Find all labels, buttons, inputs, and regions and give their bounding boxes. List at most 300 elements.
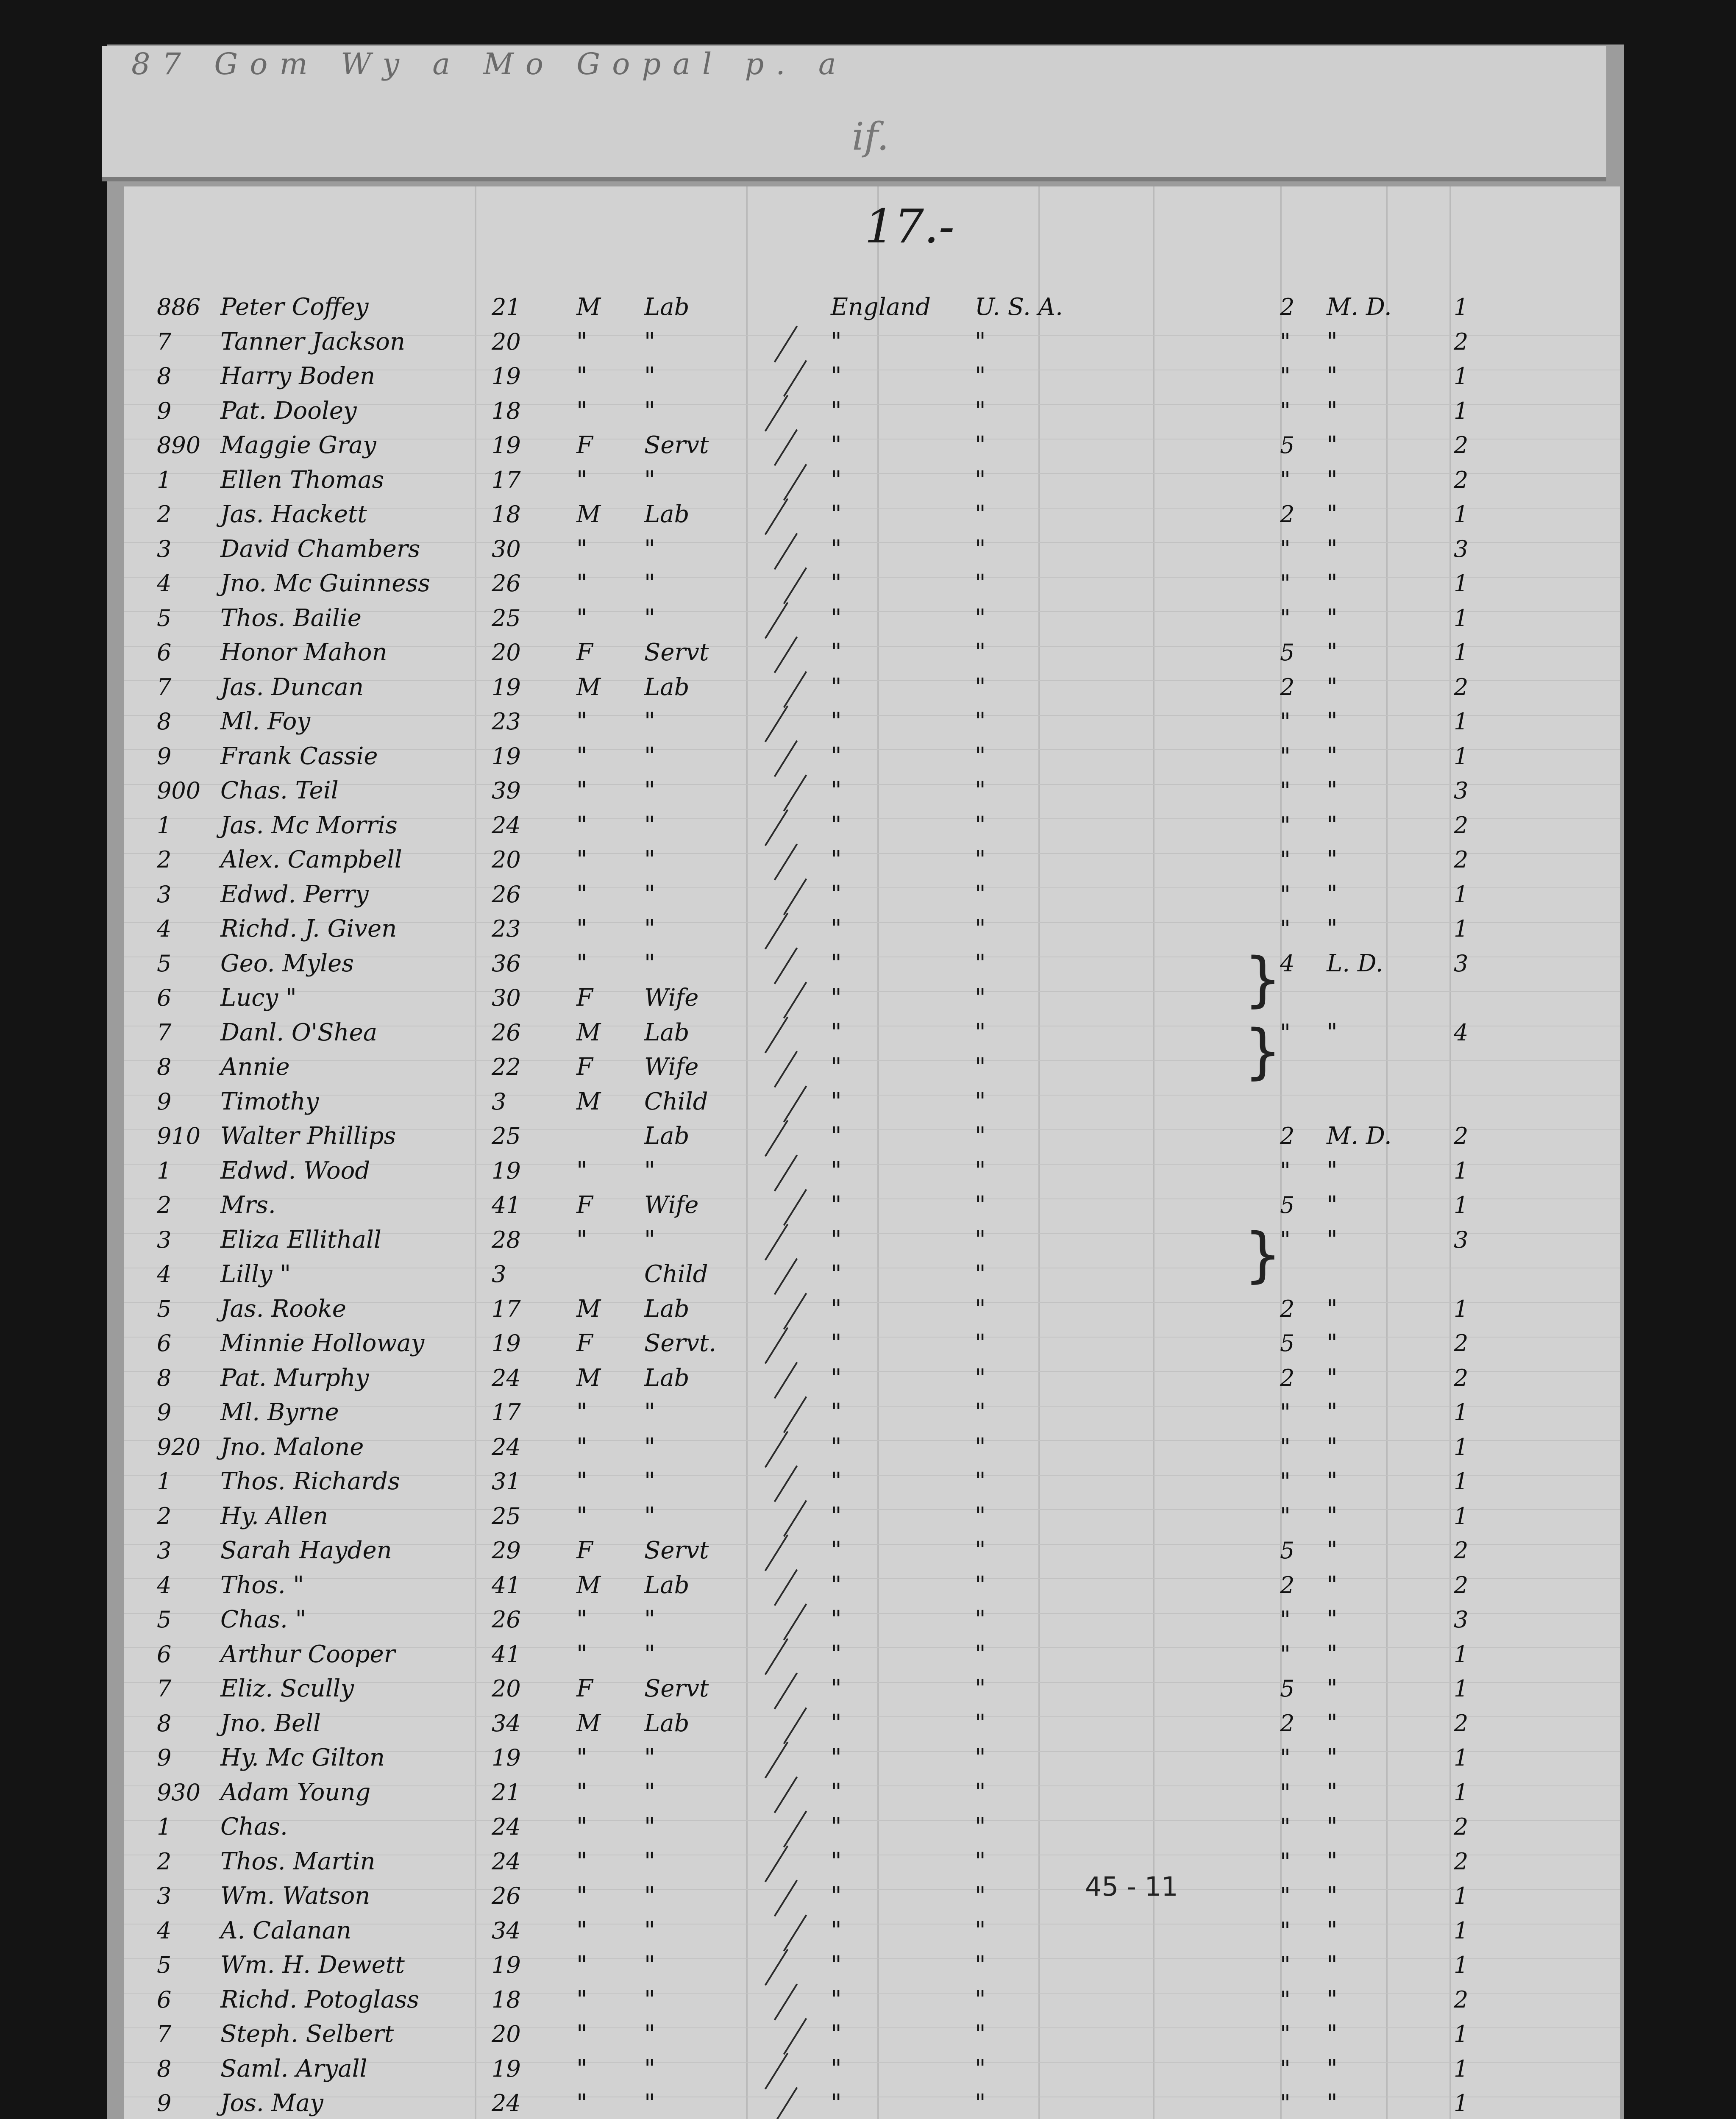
- column-rule: [1038, 186, 1040, 2119]
- cell-age: 19: [492, 742, 521, 770]
- cell-c3: 1: [1454, 2055, 1469, 2082]
- cell-c3: 1: [1454, 1641, 1469, 1668]
- cell-age: 25: [492, 1502, 521, 1529]
- cell-c3: 1: [1454, 363, 1469, 389]
- cell-dest: ": [975, 1778, 986, 1806]
- cell-country: ": [831, 1709, 842, 1737]
- cell-sex: M: [576, 1018, 601, 1046]
- cell-c3: 3: [1454, 1606, 1469, 1633]
- cell-dest: ": [975, 1951, 986, 1979]
- cell-name: Timothy: [220, 1087, 319, 1115]
- cell-country: ": [831, 639, 842, 666]
- cell-occ: ": [644, 1502, 655, 1530]
- cell-occ: ": [644, 1986, 655, 2013]
- cell-age: 26: [492, 1606, 521, 1633]
- cell-name: A. Calanan: [220, 1916, 352, 1944]
- cell-dest: ": [975, 1260, 986, 1288]
- cell-no: 9: [157, 397, 172, 424]
- cell-c2: ": [1327, 1606, 1338, 1633]
- cell-occ: ": [644, 777, 655, 804]
- cell-occ: ": [644, 846, 655, 873]
- cell-name: Thos. ": [220, 1571, 304, 1599]
- cell-age: 17: [492, 1295, 521, 1322]
- cell-age: 18: [492, 501, 521, 528]
- cell-name: Jas. Duncan: [220, 673, 364, 701]
- cell-country: ": [831, 1502, 842, 1530]
- cell-c1: 2: [1280, 501, 1295, 528]
- cell-name: Walter Phillips: [220, 1122, 396, 1150]
- cell-country: ": [831, 1053, 842, 1081]
- cell-no: 6: [157, 639, 172, 666]
- cell-dest: ": [975, 604, 986, 632]
- cell-occ: ": [644, 466, 655, 494]
- cell-c3: 2: [1454, 846, 1469, 873]
- cell-c3: 1: [1454, 1502, 1469, 1529]
- cell-name: Pat. Murphy: [220, 1364, 369, 1392]
- cell-dest: U. S. A.: [975, 293, 1063, 321]
- cell-c3: 2: [1454, 673, 1469, 701]
- cell-c1: ": [1280, 881, 1291, 908]
- cell-no: 2: [157, 846, 172, 873]
- cell-age: 34: [492, 1917, 521, 1944]
- cell-occ: Lab: [644, 673, 690, 701]
- cell-dest: ": [975, 1122, 986, 1150]
- cell-c2: ": [1327, 639, 1338, 666]
- cell-age: 3: [492, 1261, 506, 1288]
- folded-header-text: 87 Gom Wy a Mo Gopal p. a: [131, 47, 848, 81]
- cell-country: ": [831, 2055, 842, 2083]
- cell-age: 17: [492, 466, 521, 493]
- cell-age: 24: [492, 1433, 521, 1460]
- cell-sex: ": [576, 604, 587, 632]
- cell-no: 9: [157, 1088, 172, 1115]
- cell-age: 19: [492, 1157, 521, 1184]
- cell-sex: ": [576, 1813, 587, 1841]
- cell-age: 24: [492, 1813, 521, 1840]
- cell-age: 31: [492, 1468, 521, 1495]
- cell-sex: M: [576, 1364, 601, 1392]
- cell-no: 6: [157, 1330, 172, 1357]
- cell-c3: 1: [1454, 1779, 1469, 1806]
- column-rule: [475, 186, 476, 2119]
- cell-name: Geo. Myles: [220, 949, 354, 977]
- cell-country: ": [831, 1087, 842, 1115]
- cell-occ: ": [644, 362, 655, 390]
- cell-c2: ": [1327, 1537, 1338, 1564]
- cell-dest: ": [975, 570, 986, 597]
- cell-name: Steph. Selbert: [220, 2020, 394, 2048]
- cell-no: 1: [157, 1813, 172, 1840]
- cell-dest: ": [975, 328, 986, 356]
- cell-age: 18: [492, 397, 521, 424]
- cell-name: Chas. Teil: [220, 777, 339, 804]
- cell-c3: 1: [1454, 915, 1469, 942]
- cell-occ: ": [644, 811, 655, 839]
- cell-no: 8: [157, 2055, 172, 2082]
- cell-name: Chas. ": [220, 1606, 306, 1633]
- cell-dest: ": [975, 1675, 986, 1702]
- cell-sex: ": [576, 1502, 587, 1530]
- cell-age: 20: [492, 328, 521, 355]
- column-rule: [877, 186, 879, 2119]
- cell-name: Richd. J. Given: [220, 915, 397, 943]
- cell-c3: 1: [1454, 1675, 1469, 1702]
- family-bracket: }: [1244, 945, 1282, 1014]
- cell-c2: ": [1327, 1675, 1338, 1702]
- cell-name: Arthur Cooper: [220, 1640, 395, 1668]
- cell-sex: M: [576, 293, 601, 321]
- cell-country: ": [831, 1399, 842, 1426]
- cell-c2: ": [1327, 846, 1338, 873]
- cell-dest: ": [975, 431, 986, 459]
- cell-dest: ": [975, 846, 986, 873]
- cell-name: Lucy ": [220, 984, 297, 1012]
- cell-c2: ": [1327, 1640, 1338, 1668]
- cell-country: ": [831, 1122, 842, 1150]
- cell-sex: ": [576, 742, 587, 770]
- cell-c1: 5: [1280, 639, 1295, 666]
- cell-name: Jas. Mc Morris: [220, 811, 398, 839]
- cell-c3: 1: [1454, 1399, 1469, 1426]
- cell-country: ": [831, 1916, 842, 1944]
- cell-dest: ": [975, 880, 986, 908]
- family-bracket: }: [1244, 1221, 1282, 1290]
- cell-c1: ": [1280, 708, 1291, 735]
- cell-c1: ": [1280, 570, 1291, 597]
- cell-no: 8: [157, 1710, 172, 1737]
- cell-age: 20: [492, 1675, 521, 1702]
- cell-age: 20: [492, 639, 521, 666]
- row-rule: [124, 1716, 1620, 1717]
- cell-c2: ": [1327, 1468, 1338, 1495]
- cell-name: Jno. Malone: [220, 1433, 364, 1461]
- cell-no: 3: [157, 1537, 172, 1564]
- cell-sex: M: [576, 673, 601, 701]
- cell-c3: 2: [1454, 1813, 1469, 1840]
- cell-sex: ": [576, 846, 587, 873]
- cell-no: 4: [157, 570, 172, 597]
- cell-no: 910: [157, 1123, 201, 1149]
- cell-dest: ": [975, 2020, 986, 2048]
- cell-occ: ": [644, 880, 655, 908]
- cell-age: 21: [492, 294, 521, 320]
- cell-no: 886: [157, 294, 201, 320]
- cell-sex: F: [576, 431, 593, 459]
- cell-country: ": [831, 466, 842, 494]
- cell-country: ": [831, 362, 842, 390]
- cell-no: 7: [157, 673, 172, 701]
- cell-no: 920: [157, 1433, 201, 1460]
- cell-name: Wm. H. Dewett: [220, 1951, 405, 1979]
- cell-sex: ": [576, 1468, 587, 1495]
- cell-sex: ": [576, 1744, 587, 1771]
- cell-c3: 2: [1454, 1986, 1469, 2013]
- cell-age: 24: [492, 1848, 521, 1875]
- cell-country: ": [831, 915, 842, 943]
- cell-dest: ": [975, 1709, 986, 1737]
- cell-sex: ": [576, 535, 587, 563]
- cell-c2: M. D.: [1327, 293, 1392, 321]
- cell-country: ": [831, 397, 842, 425]
- cell-age: 19: [492, 1952, 521, 1978]
- cell-no: 1: [157, 1157, 172, 1184]
- cell-dest: ": [975, 915, 986, 943]
- cell-dest: ": [975, 1882, 986, 1910]
- cell-name: Tanner Jackson: [220, 328, 405, 356]
- cell-sex: ": [576, 328, 587, 356]
- cell-no: 8: [157, 1364, 172, 1391]
- cell-name: Thos. Richards: [220, 1468, 400, 1495]
- cell-sex: ": [576, 2089, 587, 2117]
- cell-c1: ": [1280, 1641, 1291, 1668]
- cell-sex: ": [576, 1157, 587, 1185]
- cell-dest: ": [975, 1295, 986, 1323]
- cell-country: ": [831, 742, 842, 770]
- cell-c2: ": [1327, 2020, 1338, 2048]
- cell-dest: ": [975, 984, 986, 1012]
- cell-name: Hy. Allen: [220, 1502, 328, 1530]
- cell-occ: ": [644, 1606, 655, 1633]
- cell-c2: ": [1327, 1916, 1338, 1944]
- cell-country: ": [831, 1157, 842, 1185]
- cell-dest: ": [975, 1087, 986, 1115]
- cell-c3: 1: [1454, 1883, 1469, 1909]
- cell-c2: ": [1327, 1986, 1338, 2013]
- cell-c3: 2: [1454, 1123, 1469, 1149]
- cell-no: 930: [157, 1779, 201, 1806]
- cell-c1: ": [1280, 915, 1291, 942]
- cell-country: ": [831, 570, 842, 597]
- cell-sex: ": [576, 1847, 587, 1875]
- cell-age: 25: [492, 604, 521, 631]
- cell-name: Annie: [220, 1053, 290, 1081]
- cell-age: 23: [492, 708, 521, 735]
- cell-dest: ": [975, 1329, 986, 1357]
- cell-age: 24: [492, 1364, 521, 1391]
- cell-c1: ": [1280, 1883, 1291, 1909]
- cell-sex: ": [576, 1882, 587, 1910]
- cell-occ: ": [644, 1916, 655, 1944]
- cell-dest: ": [975, 501, 986, 528]
- cell-occ: Servt: [644, 1537, 709, 1564]
- cell-c1: ": [1280, 1502, 1291, 1529]
- cell-dest: ": [975, 1157, 986, 1185]
- row-rule: [124, 1406, 1620, 1407]
- cell-name: Hy. Mc Gilton: [220, 1744, 385, 1771]
- cell-country: ": [831, 1813, 842, 1841]
- cell-no: 5: [157, 1606, 172, 1633]
- cell-no: 6: [157, 1986, 172, 2013]
- cell-age: 17: [492, 1399, 521, 1426]
- cell-c2: ": [1327, 1226, 1338, 1254]
- cell-country: ": [831, 2089, 842, 2117]
- cell-dest: ": [975, 673, 986, 701]
- cell-sex: F: [576, 1053, 593, 1081]
- cell-occ: ": [644, 1433, 655, 1461]
- cell-no: 5: [157, 1952, 172, 1978]
- cell-country: ": [831, 1640, 842, 1668]
- cell-age: 22: [492, 1054, 521, 1080]
- cell-c3: 1: [1454, 1433, 1469, 1460]
- cell-c1: ": [1280, 535, 1291, 562]
- cell-no: 4: [157, 1917, 172, 1944]
- cell-name: Jno. Bell: [220, 1709, 321, 1737]
- column-rule: [1449, 186, 1451, 2119]
- cell-c3: 1: [1454, 501, 1469, 528]
- row-rule: [124, 1613, 1620, 1614]
- cell-dest: ": [975, 1571, 986, 1599]
- cell-c1: ": [1280, 1399, 1291, 1426]
- cell-country: ": [831, 1364, 842, 1392]
- cell-occ: Servt: [644, 431, 709, 459]
- cell-sex: ": [576, 466, 587, 494]
- row-rule: [124, 715, 1620, 716]
- cell-c2: ": [1327, 880, 1338, 908]
- cell-c2: ": [1327, 1951, 1338, 1979]
- cell-dest: ": [975, 1399, 986, 1426]
- cell-c2: ": [1327, 1295, 1338, 1323]
- cell-age: 18: [492, 1986, 521, 2013]
- cell-no: 1: [157, 1468, 172, 1495]
- cell-c2: ": [1327, 1502, 1338, 1530]
- cell-name: Ellen Thomas: [220, 466, 384, 494]
- cell-c2: ": [1327, 466, 1338, 494]
- cell-name: Honor Mahon: [220, 639, 387, 666]
- cell-no: 7: [157, 328, 172, 355]
- cell-c1: 2: [1280, 1364, 1295, 1391]
- family-bracket: }: [1244, 1017, 1282, 1086]
- row-rule: [124, 1509, 1620, 1510]
- page-number: 17.-: [865, 199, 955, 253]
- cell-c2: ": [1327, 2055, 1338, 2083]
- cell-age: 28: [492, 1226, 521, 1253]
- cell-occ: ": [644, 1882, 655, 1910]
- cell-c1: ": [1280, 1917, 1291, 1944]
- cell-name: Adam Young: [220, 1778, 371, 1806]
- cell-age: 19: [492, 673, 521, 701]
- cell-name: Harry Boden: [220, 362, 376, 390]
- cell-sex: F: [576, 1329, 593, 1357]
- cell-c3: 1: [1454, 1295, 1469, 1322]
- cell-country: England: [831, 293, 931, 321]
- cell-dest: ": [975, 949, 986, 977]
- cell-sex: ": [576, 1606, 587, 1633]
- cell-country: ": [831, 673, 842, 701]
- cell-sex: ": [576, 1640, 587, 1668]
- cell-sex: ": [576, 1951, 587, 1979]
- cell-name: Pat. Dooley: [220, 397, 357, 425]
- cell-country: ": [831, 1295, 842, 1323]
- cell-name: Jno. Mc Guinness: [220, 570, 430, 597]
- cell-occ: Child: [644, 1087, 708, 1115]
- cell-c1: ": [1280, 1019, 1291, 1046]
- cell-c3: 3: [1454, 950, 1469, 977]
- cell-c1: ": [1280, 328, 1291, 355]
- cell-occ: ": [644, 1226, 655, 1254]
- row-rule: [124, 1578, 1620, 1579]
- cell-c2: ": [1327, 328, 1338, 356]
- cell-c3: 3: [1454, 777, 1469, 804]
- cell-c3: 2: [1454, 328, 1469, 355]
- cell-age: 23: [492, 915, 521, 942]
- cell-occ: Servt: [644, 639, 709, 666]
- cell-no: 7: [157, 2021, 172, 2047]
- cell-occ: ": [644, 742, 655, 770]
- cell-c3: 2: [1454, 1364, 1469, 1391]
- cell-country: ": [831, 1329, 842, 1357]
- cell-dest: ": [975, 1847, 986, 1875]
- cell-name: Edwd. Perry: [220, 880, 369, 908]
- cell-name: Ml. Byrne: [220, 1399, 339, 1426]
- cell-c2: ": [1327, 708, 1338, 735]
- cell-c2: ": [1327, 604, 1338, 632]
- cell-name: Maggie Gray: [220, 431, 376, 459]
- cell-dest: ": [975, 1606, 986, 1633]
- cell-c1: ": [1280, 1744, 1291, 1771]
- cell-country: ": [831, 1571, 842, 1599]
- cell-c3: 1: [1454, 881, 1469, 908]
- cell-sex: F: [576, 1191, 593, 1219]
- cell-c2: ": [1327, 1191, 1338, 1219]
- cell-age: 36: [492, 950, 521, 977]
- row-rule: [124, 991, 1620, 992]
- cell-c1: ": [1280, 363, 1291, 389]
- cell-name: Minnie Holloway: [220, 1329, 425, 1357]
- row-rule: [124, 1302, 1620, 1303]
- cell-no: 890: [157, 432, 201, 459]
- cell-c1: ": [1280, 1226, 1291, 1253]
- cell-sex: ": [576, 2020, 587, 2048]
- cell-dest: ": [975, 1053, 986, 1081]
- cell-name: Eliz. Scully: [220, 1675, 354, 1702]
- cell-age: 26: [492, 881, 521, 908]
- cell-age: 30: [492, 984, 521, 1011]
- cell-occ: Lab: [644, 1018, 690, 1046]
- cell-country: ": [831, 1744, 842, 1771]
- cell-occ: ": [644, 1813, 655, 1841]
- cell-sex: ": [576, 949, 587, 977]
- cell-age: 24: [492, 2090, 521, 2116]
- cell-name: Alex. Campbell: [220, 846, 402, 873]
- cell-c3: 1: [1454, 397, 1469, 424]
- cell-c2: ": [1327, 1157, 1338, 1185]
- cell-c3: 1: [1454, 570, 1469, 597]
- cell-c3: 2: [1454, 466, 1469, 493]
- cell-sex: M: [576, 1295, 601, 1323]
- cell-dest: ": [975, 1433, 986, 1461]
- cell-dest: ": [975, 1502, 986, 1530]
- cell-country: ": [831, 1847, 842, 1875]
- cell-occ: ": [644, 535, 655, 563]
- cell-occ: ": [644, 949, 655, 977]
- cell-occ: Lab: [644, 1295, 690, 1323]
- cell-country: ": [831, 1537, 842, 1564]
- cell-occ: ": [644, 2020, 655, 2048]
- cell-age: 20: [492, 846, 521, 873]
- cell-no: 2: [157, 1192, 172, 1218]
- cell-c1: ": [1280, 1952, 1291, 1978]
- cell-sex: ": [576, 2055, 587, 2083]
- cell-sex: F: [576, 639, 593, 666]
- cell-dest: ": [975, 811, 986, 839]
- row-rule: [124, 784, 1620, 785]
- cell-c3: 1: [1454, 294, 1469, 320]
- cell-c1: ": [1280, 2055, 1291, 2082]
- cell-sex: M: [576, 1709, 601, 1737]
- cell-dest: ": [975, 639, 986, 666]
- cell-c2: ": [1327, 1813, 1338, 1841]
- cell-age: 41: [492, 1571, 521, 1599]
